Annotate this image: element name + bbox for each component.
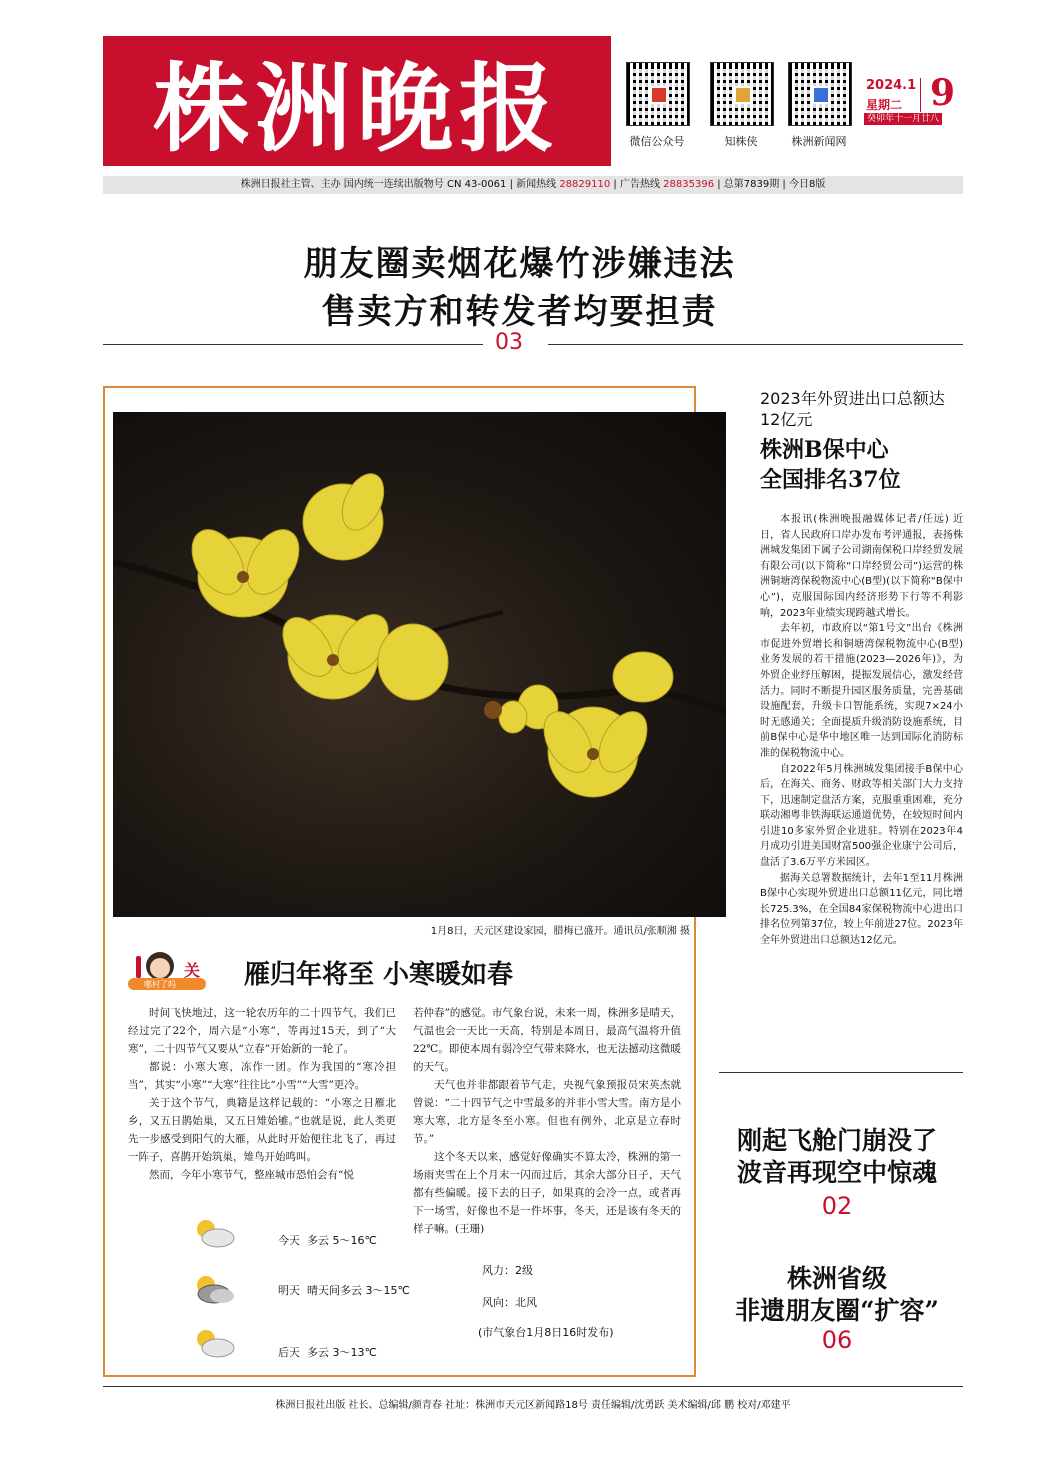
qr-zhizhuxia-label: 知株侠 <box>724 135 758 148</box>
weather-desc: 多云 3～13℃ <box>307 1346 377 1359</box>
right-story-kicker: 2023年外贸进出口总额达12亿元 <box>760 389 945 429</box>
news-hotline-label: 新闻热线 <box>516 179 557 190</box>
weather-source: (市气象台1月8日16时发布) <box>478 1326 614 1339</box>
qr-news-site-label: 株洲新闻网 <box>791 135 847 148</box>
lead-headline-line1[interactable]: 朋友圈卖烟花爆竹涉嫌违法 <box>303 244 736 284</box>
qr-code-icon <box>788 62 852 126</box>
paragraph: 都说：小寒大寒，冻作一团。作为我国的“寒冷担当”，其实“小寒”“大寒”往往比“小雪”“大雪”更冷。 <box>128 1061 396 1091</box>
column-badge-label: 哪村了吗 <box>144 980 176 989</box>
wintersweet-image <box>113 412 726 917</box>
divider <box>548 344 963 345</box>
svg-text:关: 关 <box>184 961 201 980</box>
teaser-heritage-line2[interactable]: 非遗朋友圈“扩容” <box>735 1296 939 1325</box>
teaser-boeing-line1[interactable]: 刚起飞舱门崩没了 <box>736 1126 937 1155</box>
teaser-boeing-page[interactable]: 02 <box>821 1192 853 1220</box>
publisher-info: 株洲日报社主管、主办 国内统一连续出版物号 CN 43-0061 <box>240 179 507 190</box>
qr-news-site[interactable] <box>788 62 852 126</box>
qr-wechat-label: 微信公众号 <box>629 135 685 148</box>
weather-today <box>278 1232 377 1248</box>
ad-hotline: 28835396 <box>663 179 715 190</box>
weather-day-after <box>278 1344 377 1360</box>
right-story-body <box>760 512 963 949</box>
weather-desc: 多云 5～16℃ <box>307 1234 377 1247</box>
page-count: 今日8版 <box>788 179 826 190</box>
paragraph: 去年初，市政府以“第1号文”出台《株洲市促进外贸增长和铜塘湾保税物流中心(B型)业务发展的若干措施(2023—2026年)》，为外贸企业纾压解困，提振发展信心，激发经营活力。同时不断提升园区服务质量，完善基础设施配套，升级卡口智能系统，实现7×24小时无感通关；全面提质升级消防设施系统，目前B保中心是华中地区唯一达到国际化消防标准的保税物流中心。 <box>760 623 963 759</box>
qr-code-icon <box>626 62 690 126</box>
paragraph: 本报讯(株洲晚报融媒体记者/任远) 近日，省人民政府口岸办发布考评通报，表扬株洲城发集团下属子公司湖南保税口岸经贸发展有限公司(以下简称“口岸经贸公司”)运营的株洲铜塘湾保税物流中心(B型)(以下简称“B保中心”)，克服国际国内经济形势下行等不利影响，2023年业绩实现跨越式增长。 <box>760 514 963 619</box>
weather-day: 后天 <box>278 1346 300 1359</box>
divider <box>719 1072 963 1073</box>
feature-col1 <box>128 1004 396 1184</box>
qr-zhizhuxia[interactable] <box>710 62 774 126</box>
newspaper-title: 株洲晚报 <box>153 51 561 165</box>
partly-cloudy-icon <box>192 1328 236 1362</box>
paragraph: 这个冬天以来，感觉好像确实不算太冷，株洲的第一场雨夹雪在上个月末一闪而过后，其余大部分日子，天气都有些偏暖。接下去的日子，如果真的会冷一点，或者再下一场雪，好像也不是一件坏事，冬天，还是该有冬天的样子嘛。(王珊) <box>413 1151 681 1235</box>
masthead-logo <box>103 36 611 166</box>
feature-col2 <box>413 1004 681 1238</box>
issue-weekday: 星期二 <box>866 98 903 112</box>
paragraph: 关于这个节气，典籍是这样记载的：“小寒之日雁北乡，又五日鹊始巢，又五日雉始雊。”也就是说，此人类更先一步感受到阳气的大雁，从此时开始便往北飞了，再过一阵子，喜鹊开始筑巢，雉鸟开始鸣叫。 <box>128 1097 396 1163</box>
date-divider <box>920 78 921 112</box>
paragraph: 据海关总署数据统计，去年1至11月株洲B保中心实现外贸进出口总额11亿元，同比增长725.3%，在全国84家保税物流中心进出口排名位列第37位，较上年前进27位。2023年全年外贸进出口总额达12亿元。 <box>760 872 963 947</box>
weather-tomorrow <box>278 1282 410 1298</box>
lead-headline-line2[interactable]: 售卖方和转发者均要担责 <box>321 292 718 332</box>
column-badge <box>122 948 208 992</box>
weather-day: 明天 <box>278 1284 300 1297</box>
right-story-title-line2[interactable]: 全国排名37位 <box>760 467 901 493</box>
right-story-title-line1[interactable]: 株洲B保中心 <box>760 437 889 463</box>
lead-page-ref[interactable]: 03 <box>495 330 523 355</box>
weather-day: 今天 <box>278 1234 300 1247</box>
paragraph: 时间飞快地过，这一轮农历年的二十四节气，我们已经过完了22个，周六是“小寒”，等再过15天，到了“大寒”，二十四节气又要从“立春”开始新的一轮了。 <box>128 1007 396 1055</box>
cloudy-sun-icon <box>192 1274 236 1308</box>
ad-hotline-label: 广告热线 <box>619 179 660 190</box>
partly-cloudy-icon <box>192 1218 236 1252</box>
teaser-boeing-line2[interactable]: 波音再现空中惊魂 <box>736 1158 937 1187</box>
wintersweet-photo <box>113 412 726 917</box>
teaser-heritage-page[interactable]: 06 <box>821 1326 853 1354</box>
feature-title[interactable]: 雁归年将至 小寒暖如春 <box>244 960 514 990</box>
paragraph: 然而，今年小寒节气，整座城市恐怕会有“悦 <box>149 1169 354 1181</box>
qr-code-icon <box>710 62 774 126</box>
lunar-date: 癸卯年十一月廿八 <box>864 113 942 125</box>
news-hotline: 28829110 <box>559 179 611 190</box>
teaser-heritage-line1[interactable]: 株洲省级 <box>786 1264 887 1293</box>
wind-direction: 风向：北风 <box>482 1296 537 1309</box>
page-number: 9 <box>930 72 956 114</box>
paragraph: 自2022年5月株洲城发集团接手B保中心后，在海关、商务、财政等相关部门大力支持下，迅速制定盘活方案，克服重重困难，充分联动湘粤非铁海联运通道优势，在较短时间内引进10多家外贸企业进驻。特别在2023年4月成功引进美国财富500强企业康宁公司后，盘活了3.6万平方米园区。 <box>760 763 963 869</box>
paragraph: 天气也并非都跟着节气走，央视气象预报员宋英杰就曾说：“二十四节气之中雪最多的并非小雪大雪。南方是小寒大寒，北方是冬至小寒。但也有例外，北京是立春时节。” <box>413 1079 681 1145</box>
info-bar: 株洲日报社主管、主办 国内统一连续出版物号 CN 43-0061 | 新闻热线 28829110 | 广告热线 28835396 | 总第7839期 | 今日8版 <box>103 176 963 194</box>
photo-caption: 1月8日，天元区建设家园，腊梅已盛开。通讯员/张顺湘 摄 <box>430 926 690 937</box>
weather-desc: 晴天间多云 3～15℃ <box>307 1284 410 1297</box>
paragraph: 若仲春”的感觉。市气象台说，未来一周，株洲多是晴天，气温也会一天比一天高，特别是本周日，最高气温将升值22℃。即使本周有弱冷空气带来降水，也无法撼动这微暖的天气。 <box>413 1007 681 1073</box>
wind-force: 风力：2级 <box>482 1264 533 1277</box>
footer-credits: 株洲日报社出版 社长、总编辑/颜青春 社址：株洲市天元区新闻路18号 责任编辑/沈勇跃 美术编辑/邱 鹏 校对/邓建平 <box>275 1400 791 1411</box>
issue-date: 2024.1 <box>866 78 917 93</box>
issue-count: 总第7839期 <box>723 179 780 190</box>
divider <box>103 344 483 345</box>
footer-rule <box>103 1386 963 1387</box>
qr-wechat[interactable] <box>626 62 690 126</box>
